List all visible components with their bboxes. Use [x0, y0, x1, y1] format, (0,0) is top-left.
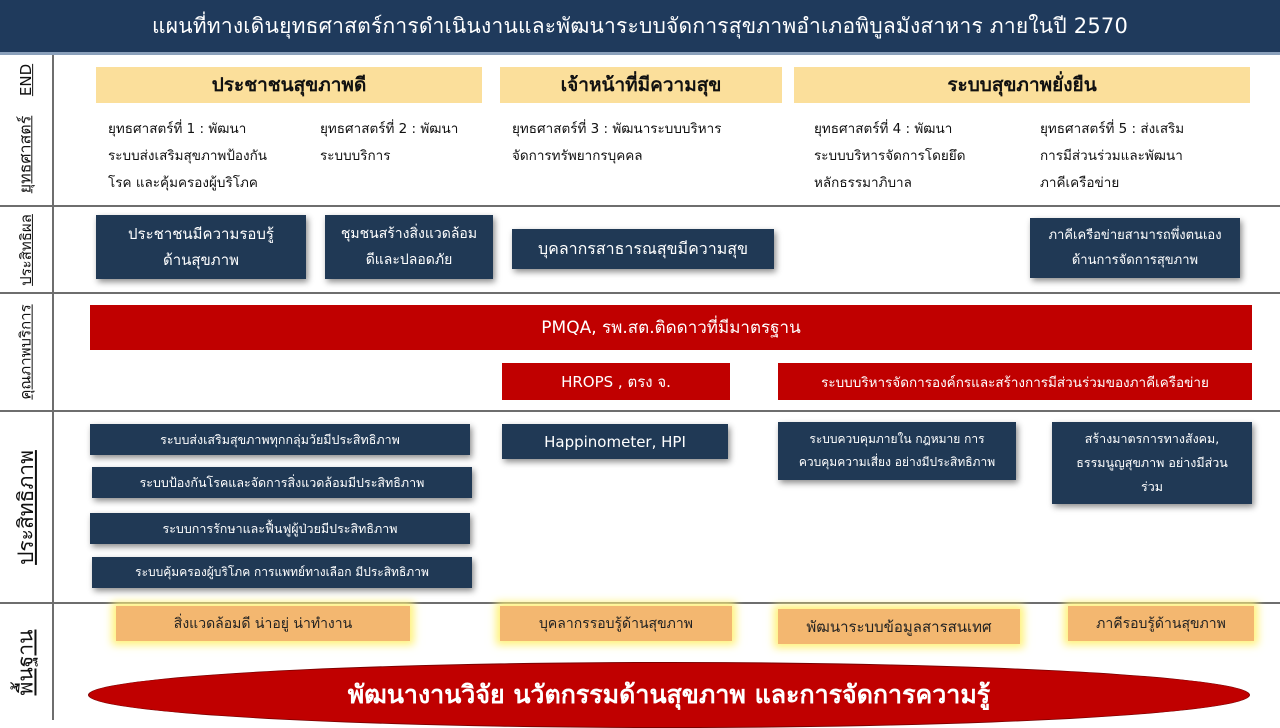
end-sustainable-system: ระบบสุขภาพยั่งยืน — [794, 67, 1250, 103]
strategy-1: ยุทธศาสตร์ที่ 1 : พัฒนา ระบบส่งเสริมสุขภาพป้องกัน โรค และคุ้มครองผู้บริโภค — [108, 121, 267, 191]
result-safe-environment: ชุมชนสร้างสิ่งแวดล้อม ดีและปลอดภัย — [325, 215, 493, 279]
result-happy-health-staff: บุคลากรสาธารณสุขมีความสุข — [512, 229, 774, 269]
strategy-2: ยุทธศาสตร์ที่ 2 : พัฒนา ระบบบริการ — [320, 121, 459, 164]
result-network-self-reliance: ภาคีเครือข่ายสามารถพึ่งตนเอง ด้านการจัดการสุขภาพ — [1030, 218, 1240, 278]
efficiency-treatment-rehab: ระบบการรักษาและฟื้นฟูผู้ป่วยมีประสิทธิภาพ — [90, 513, 470, 544]
end-healthy-people: ประชาชนสุขภาพดี — [96, 67, 482, 103]
efficiency-health-promotion: ระบบส่งเสริมสุขภาพทุกกลุ่มวัยมีประสิทธิภาพ — [90, 424, 470, 455]
result-health-literacy: ประชาชนมีความรอบรู้ ด้านสุขภาพ — [96, 215, 306, 279]
quality-hrops: HROPS , ตรง จ. — [502, 363, 730, 400]
row-divider — [0, 205, 1280, 207]
row-label-efficiency: ประสิทธิภาพ — [13, 449, 38, 565]
strategy-4: ยุทธศาสตร์ที่ 4 : พัฒนา ระบบบริหารจัดการโดยยึด หลักธรรมาภิบาล — [814, 121, 966, 191]
strategy-3: ยุทธศาสตร์ที่ 3 : พัฒนาระบบบริหาร จัดการทรัพยากรบุคคล — [512, 121, 722, 164]
efficiency-consumer-protection: ระบบคุ้มครองผู้บริโภค การแพทย์ทางเลือก มีประสิทธิภาพ — [92, 557, 472, 588]
efficiency-happinometer: Happinometer, HPI — [502, 424, 728, 459]
row-label-end: END — [17, 63, 35, 97]
quality-pmqa: PMQA, รพ.สต.ติดดาวที่มีมาตรฐาน — [90, 305, 1252, 350]
quality-network-management: ระบบบริหารจัดการองค์กรและสร้างการมีส่วนร่วมของภาคีเครือข่าย — [778, 363, 1252, 400]
efficiency-social-measures: สร้างมาตรการทางสังคม, ธรรมนูญสุขภาพ อย่างมีส่วน ร่วม — [1052, 422, 1252, 504]
row-label-divider — [52, 55, 54, 720]
row-label-results: ประสิทธิผล — [17, 213, 36, 286]
foundation-information-system: พัฒนาระบบข้อมูลสารสนเทศ — [778, 609, 1020, 644]
foundation-research-banner: พัฒนางานวิจัย นวัตกรรมด้านสุขภาพ และการจัดการความรู้ — [88, 662, 1250, 728]
end-happy-staff: เจ้าหน้าที่มีความสุข — [500, 67, 782, 103]
row-divider — [0, 602, 1280, 604]
strategy-5: ยุทธศาสตร์ที่ 5 : ส่งเสริม การมีส่วนร่วมและพัฒนา ภาคีเครือข่าย — [1040, 121, 1185, 191]
row-label-foundation: พื้นฐาน — [13, 629, 38, 695]
page-title: แผนที่ทางเดินยุทธศาสตร์การดำเนินงานและพัฒนาระบบจัดการสุขภาพอำเภอพิบูลมังสาหาร ภายในปี 2570 — [0, 0, 1280, 55]
row-divider — [0, 292, 1280, 294]
efficiency-internal-control: ระบบควบคุมภายใน กฎหมาย การ ควบคุมความเสี่ยง อย่างมีประสิทธิภาพ — [778, 422, 1016, 480]
foundation-environment: สิ่งแวดล้อมดี น่าอยู่ น่าทำงาน — [116, 606, 410, 641]
row-divider — [0, 410, 1280, 412]
row-label-strategy: ยุทธศาสตร์ — [15, 115, 35, 193]
row-label-quality: คุณภาพบริการ — [17, 304, 36, 400]
foundation-literate-staff: บุคลากรรอบรู้ด้านสุขภาพ — [500, 606, 732, 641]
efficiency-disease-prevention: ระบบป้องกันโรคและจัดการสิ่งแวดล้อมมีประสิทธิภาพ — [92, 467, 472, 498]
foundation-literate-network: ภาคีรอบรู้ด้านสุขภาพ — [1068, 606, 1254, 641]
